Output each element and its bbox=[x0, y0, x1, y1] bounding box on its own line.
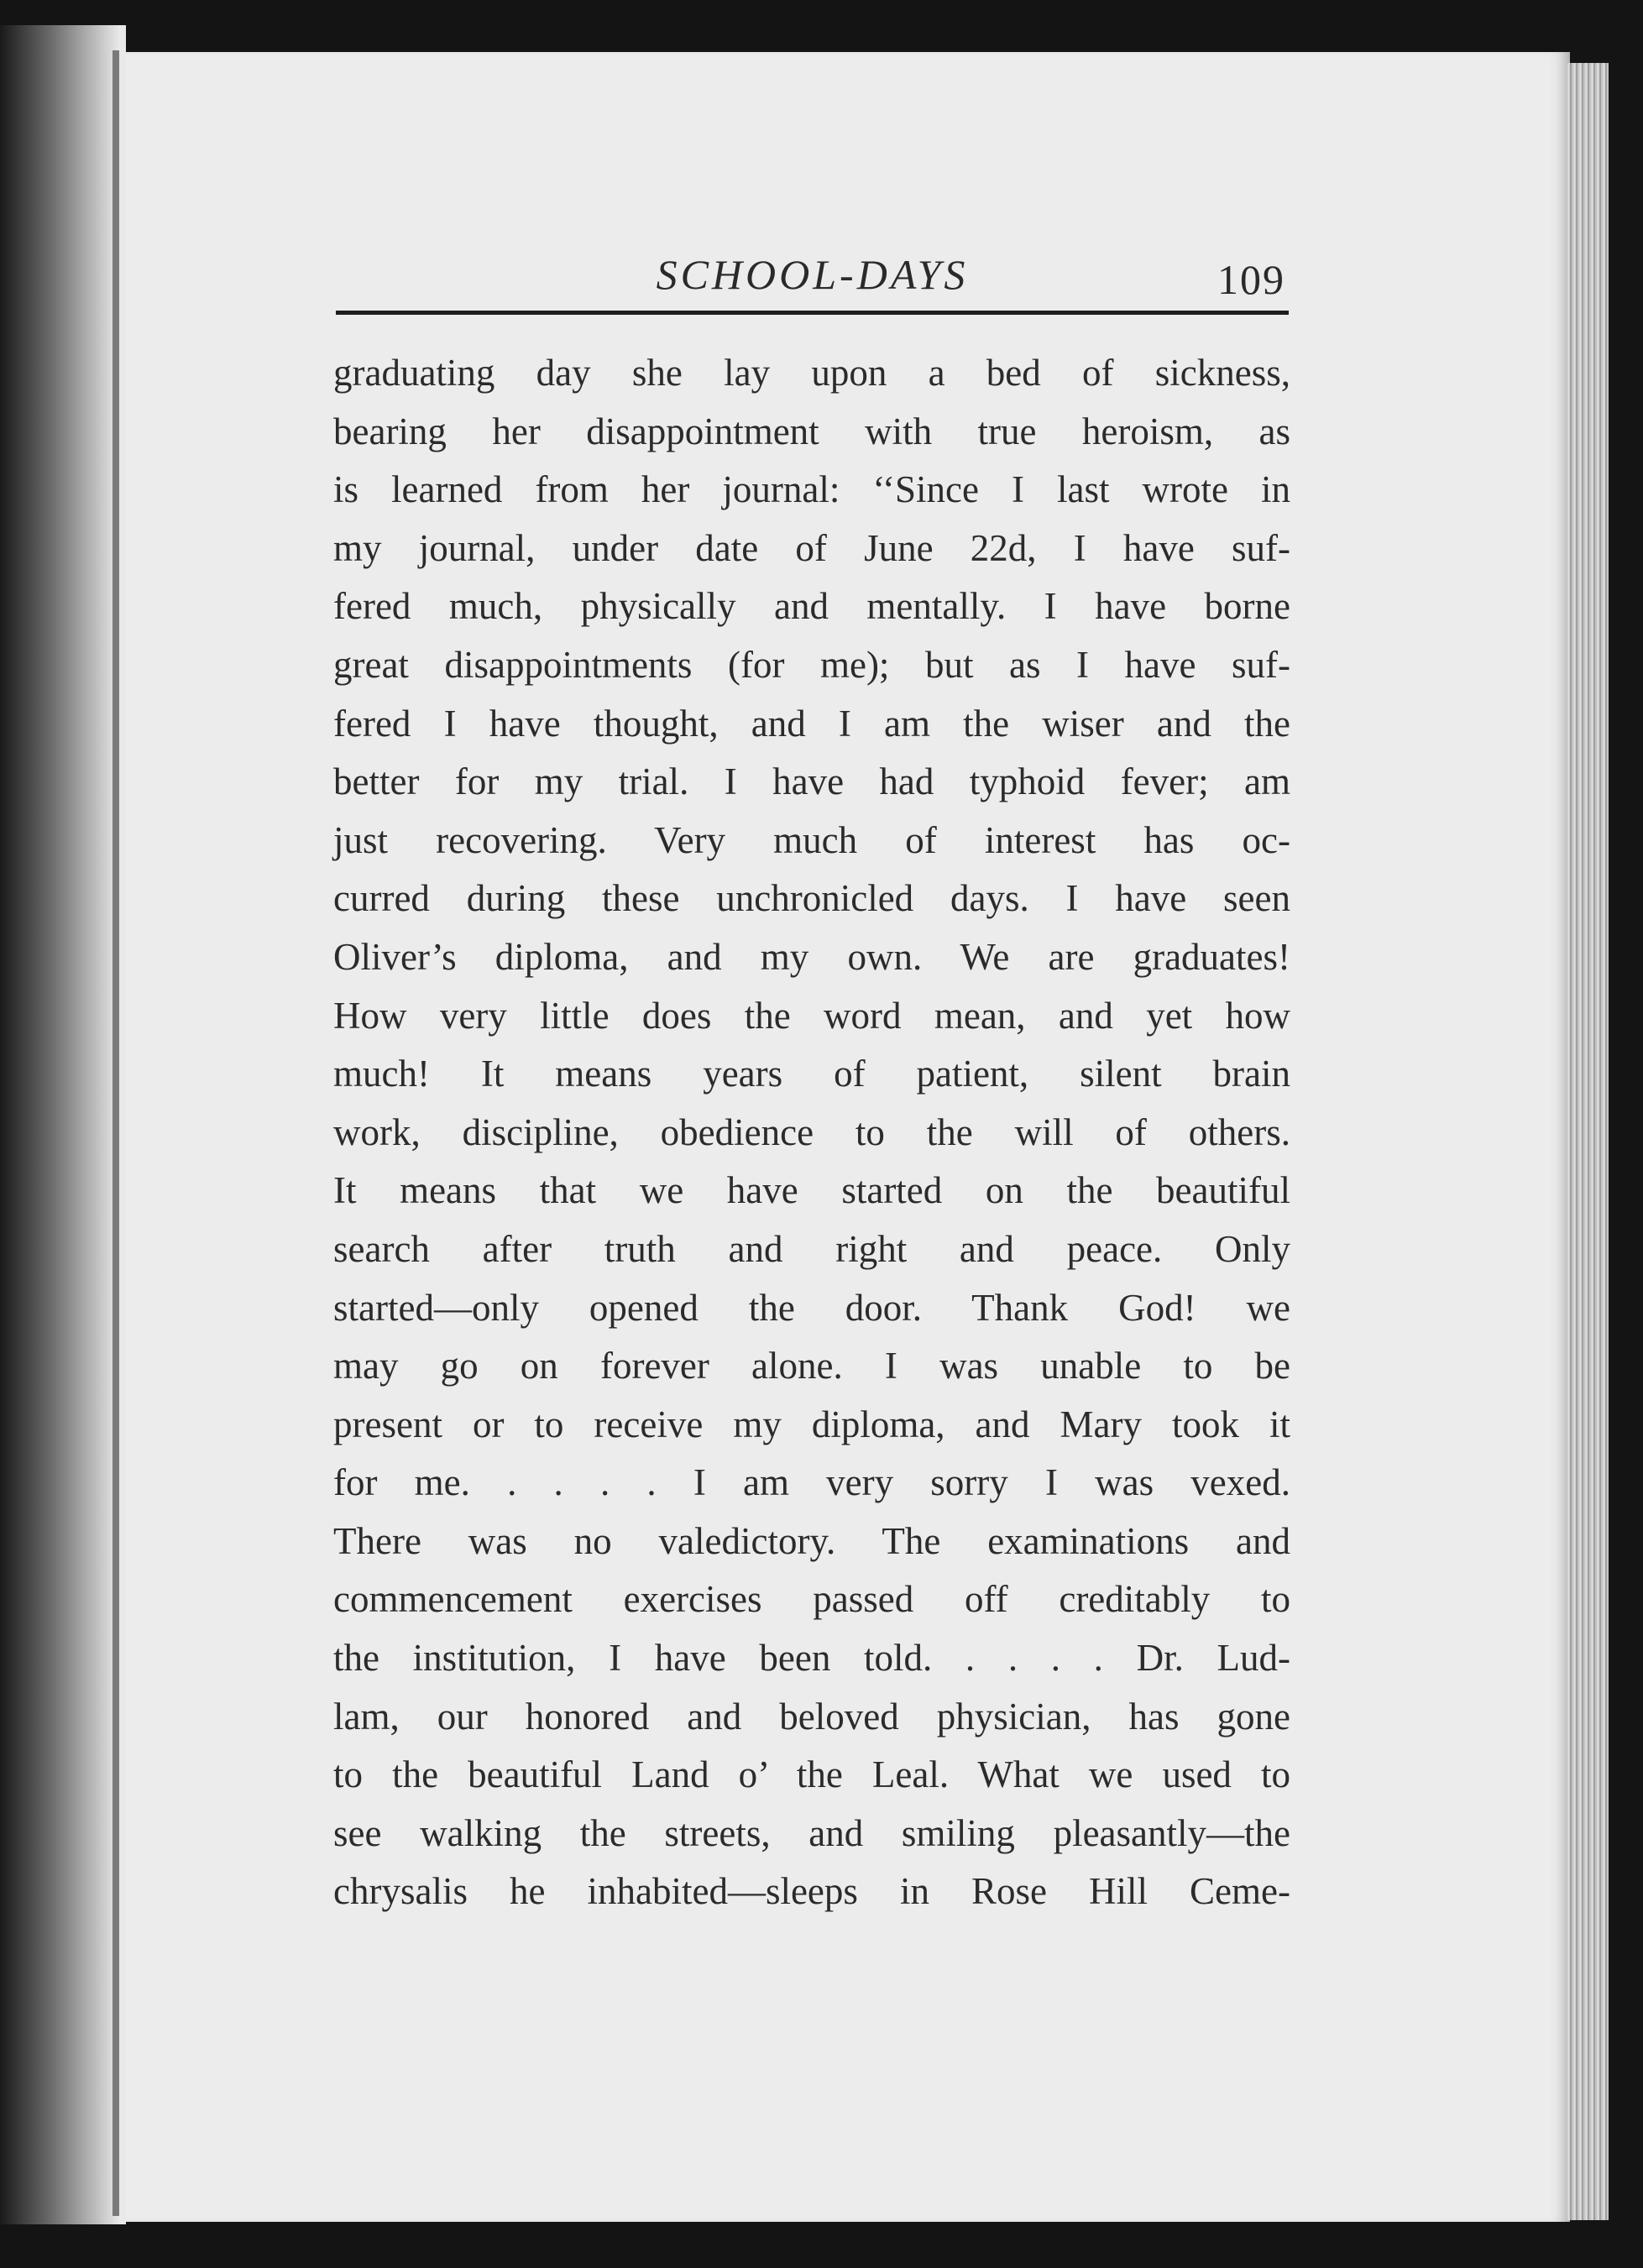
text-line: It means that we have started on the beautiful bbox=[333, 1169, 1290, 1212]
text-line: commencement exercises passed off creditably to bbox=[333, 1578, 1290, 1621]
text-line: see walking the streets, and smiling pleasantly—the bbox=[333, 1811, 1290, 1854]
text-line: much! It means years of patient, silent brain bbox=[333, 1053, 1290, 1095]
page-number: 109 bbox=[1217, 256, 1285, 303]
text-line: to the beautiful Land o’ the Leal. What we used to bbox=[333, 1753, 1290, 1796]
running-head bbox=[336, 243, 1289, 315]
text-line: fered much, physically and mentally. I have borne bbox=[333, 585, 1290, 628]
text-line: may go on forever alone. I was unable to be bbox=[333, 1345, 1290, 1387]
text-line: just recovering. Very much of interest has oc- bbox=[333, 818, 1290, 861]
page-block-edges bbox=[1567, 63, 1609, 2220]
text-line: curred during these unchronicled days. I have seen bbox=[333, 877, 1290, 920]
text-line: work, discipline, obedience to the will of others. bbox=[333, 1110, 1290, 1153]
text-line: is learned from her journal: ‘‘Since I last wrote in bbox=[333, 468, 1290, 511]
text-line: my journal, under date of June 22d, I have suf- bbox=[333, 526, 1290, 569]
text-line: Oliver’s diploma, and my own. We are graduates! bbox=[333, 935, 1290, 978]
text-line: started—only opened the door. Thank God! we bbox=[333, 1286, 1290, 1329]
text-line: great disappointments (for me); but as I have suf- bbox=[333, 643, 1290, 686]
text-line: search after truth and right and peace. Only bbox=[333, 1227, 1290, 1270]
book-gutter bbox=[112, 50, 119, 2216]
text-line: for me. . . . . I am very sorry I was vexed. bbox=[333, 1461, 1290, 1504]
facing-page-edge bbox=[0, 25, 126, 2224]
text-line: chrysalis he inhabited—sleeps in Rose Hill Ceme- bbox=[333, 1870, 1290, 1913]
text-line: How very little does the word mean, and yet how bbox=[333, 994, 1290, 1037]
text-line: There was no valedictory. The examinations and bbox=[333, 1519, 1290, 1562]
text-line: lam, our honored and beloved physician, has gone bbox=[333, 1695, 1290, 1738]
text-line: graduating day she lay upon a bed of sickness, bbox=[333, 352, 1290, 394]
text-line: bearing her disappointment with true heroism, as bbox=[333, 410, 1290, 452]
running-title: SCHOOL-DAYS bbox=[656, 251, 969, 298]
body-text bbox=[333, 344, 1290, 1921]
text-line: the institution, I have been told. . . . . Dr. Lud- bbox=[333, 1637, 1290, 1680]
text-line: fered I have thought, and I am the wiser and the bbox=[333, 702, 1290, 745]
text-line: better for my trial. I have had typhoid fever; am bbox=[333, 760, 1290, 803]
text-line: present or to receive my diploma, and Mary took it bbox=[333, 1403, 1290, 1445]
